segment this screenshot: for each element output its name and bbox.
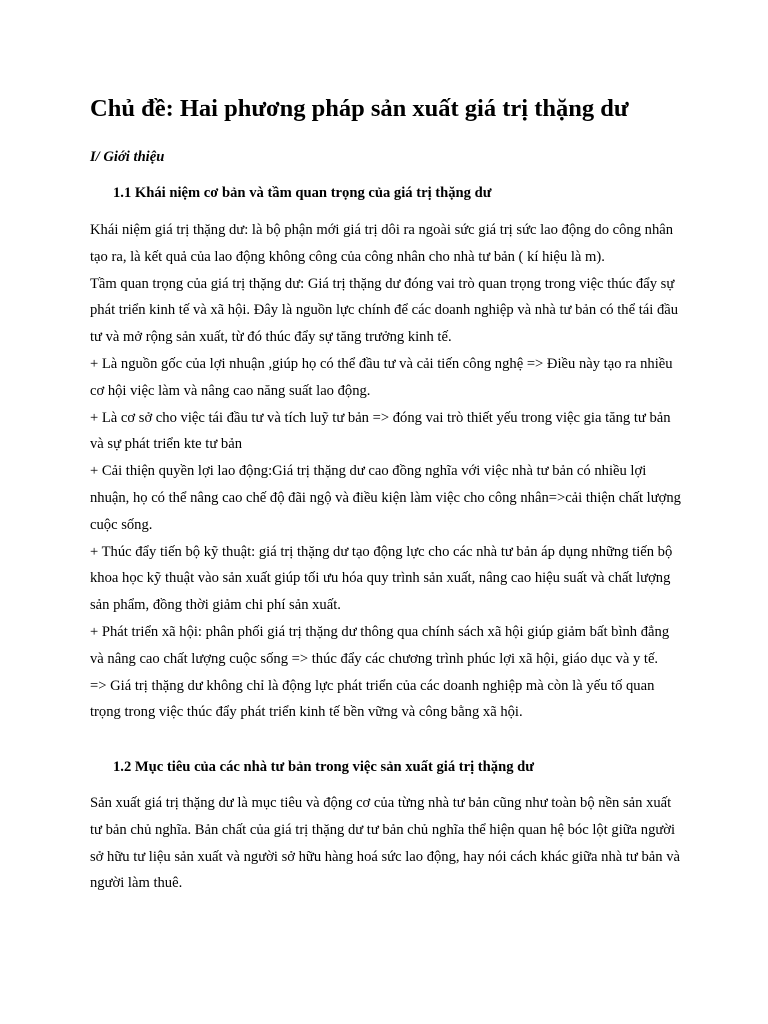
paragraph-capitalist-goal: Sản xuất giá trị thặng dư là mục tiêu và động cơ của từng nhà tư bản cũng như toàn bộ nền sản xuất tư bản chủ nghĩa. Bản chất của giá trị thặng dư tư bản chủ nghĩa thể hiện quan hệ bóc lột giữa người sở hữu tư liệu sản xuất và người sở hữu hàng hoá sức lao động, hay nói cách khác giữa nhà tư bản và người làm thuê.: [90, 795, 680, 892]
bullet-reinvestment: + Là cơ sở cho việc tái đầu tư và tích luỹ tư bản => đóng vai trò thiết yếu trong việc gia tăng tư bản và sự phát triển kte tư bản: [90, 409, 671, 453]
bullet-profit-source: + Là nguồn gốc của lợi nhuận ,giúp họ có thể đầu tư và cải tiến công nghệ => Điều này tạo ra nhiều cơ hội việc làm và nâng cao năng suất lao động.: [90, 355, 673, 399]
subsection-heading-1-2: 1.2 Mục tiêu của các nhà tư bản trong việc sản xuất giá trị thặng dư: [113, 759, 535, 775]
bullet-social-development: + Phát triển xã hội: phân phối giá trị thặng dư thông qua chính sách xã hội giúp giảm bất bình đẳng và nâng cao chất lượng cuộc sống => thúc đẩy các chương trình phúc lợi xã hội, giáo dục và y tế.: [90, 623, 670, 667]
bullet-labor-rights: + Cải thiện quyền lợi lao động:Giá trị thặng dư cao đồng nghĩa với việc nhà tư bản có nhiều lợi nhuận, họ có thể nâng cao chế độ đãi ngộ và điều kiện làm việc cho công nhân=>cải thiện chất lượng cuộc sống.: [90, 463, 681, 533]
paragraph-definition: Khái niệm giá trị thặng dư: là bộ phận mới giá trị dôi ra ngoài sức giá trị sức lao động do công nhân tạo ra, là kết quả của lao động không công của công nhân cho nhà tư bản ( kí hiệu là m).: [90, 222, 674, 265]
document-title: Chủ đề: Hai phương pháp sản xuất giá trị thặng dư: [90, 95, 629, 122]
paragraph-importance: Tầm quan trọng của giá trị thặng dư: Giá trị thặng dư đóng vai trò quan trọng trong việc thúc đẩy sự phát triển kinh tế và xã hội. Đây là nguồn lực chính để các doanh nghiệp và nhà tư bản có thể tái đầu tư và mở rộng sản xuất, từ đó thúc đẩy sự tăng trưởng kinh tế.: [90, 275, 679, 346]
subsection-1-2-body: [90, 790, 685, 897]
bullet-technical-progress: + Thúc đẩy tiến bộ kỹ thuật: giá trị thặng dư tạo động lực cho các nhà tư bản áp dụng những tiến bộ khoa học kỹ thuật vào sản xuất giúp tối ưu hóa quy trình sản xuất, nâng cao hiệu suất và chất lượng sản phẩm, đồng thời giảm chi phí sản xuất.: [90, 543, 673, 614]
subsection-heading-1-1: 1.1 Khái niệm cơ bản và tầm quan trọng của giá trị thặng dư: [113, 185, 492, 201]
subsection-1-1-body: [90, 217, 685, 726]
section-heading-introduction: I/ Giới thiệu: [90, 149, 165, 165]
paragraph-conclusion: => Giá trị thặng dư không chỉ là động lực phát triển của các doanh nghiệp mà còn là yếu tố quan trọng trong việc thúc đẩy phát triển kinh tế bền vững và công bằng xã hội.: [90, 677, 655, 721]
